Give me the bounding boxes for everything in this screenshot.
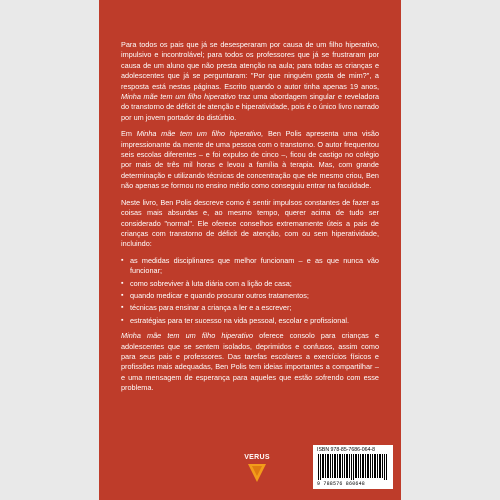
bullet-item: ▪ as medidas disciplinares que melhor funcionam – e as que nunca vão funcionar;: [121, 256, 379, 277]
p2-text-b: Ben Polis apresenta uma visão impressionante da mente de uma pessoa com o transtorno. O autor frequentou seis escolas diferentes – e foi expulso de cinco –, ficou de castigo no colégio por mais de três mil horas e levou a família à terapia. Mas, com grande determinação e utilizando técnicas de concentração que ele mesmo criou, Ben não apenas se formou no ensino médio como conseguiu entrar na faculdade.: [121, 129, 380, 191]
p2-text-a: Em: [121, 129, 132, 139]
p1-text-b: traz uma abordagem singular e reveladora do transtorno de déficit de atenção e hiperatividade, pois é o único livro narrado por um jovem portador do distúrbio.: [121, 92, 380, 122]
paragraph-1: [121, 40, 379, 123]
bullet-item: ▪ técnicas para ensinar a criança a ler e a escrever;: [121, 303, 379, 313]
paragraph-2: [121, 129, 379, 191]
book-title-italic: Minha mãe tem um filho hiperativo: [121, 331, 254, 341]
bullet-item: ▪ estratégias para ter sucesso na vida pessoal, escolar e profissional.: [121, 316, 379, 326]
publisher-logo: [242, 454, 272, 486]
book-back-cover: [99, 0, 401, 500]
publisher-name: VERUS: [244, 454, 270, 461]
p4-text-b: oferece consolo para crianças e adolescentes que se sentem isolados, deprimidos e confusos, assim como para seus pais e professores. Das tarefas escolares a exercícios físicos e profissões mais adequadas, Ben Polis tem ideias importantes a compartilhar – e uma mensagem de esperança para aqueles que estão sofrendo com esse problema.: [121, 331, 380, 393]
paragraph-4: [121, 331, 379, 393]
paragraph-3: Neste livro, Ben Polis descreve como é sentir impulsos constantes de fazer as coisas mais absurdas e, ao mesmo tempo, querer acima de tudo ser considerado "normal". Ele oferece conselhos extremamente úteis a pais de crianças com transtorno de déficit de atenção, com ou sem hiperatividade, incluindo:: [121, 197, 379, 249]
bullet-item: ▪ quando medicar e quando procurar outros tratamentos;: [121, 291, 379, 301]
barcode-box: [313, 445, 393, 489]
barcode-icon: [318, 454, 388, 480]
chevron-logo-icon: [242, 454, 272, 486]
p1-text-a: Para todos os pais que já se desesperaram por causa de um filho hiperativo, impulsivo e incontrolável; para todos os professores que já se frustraram por causa de um aluno que não presta atenção na aula; para todas as crianças e adolescentes que já se perguntaram: "Por que ninguém gosta de mim?", a resposta está nestas páginas. Escrito quando o autor tinha apenas 19 anos,: [121, 40, 379, 91]
book-title-italic: Minha mãe tem um filho hiperativo: [121, 92, 236, 102]
barcode-digits: 9 788576 860648: [317, 481, 366, 487]
bullet-list: [121, 256, 379, 326]
blurb: [121, 40, 379, 400]
bullet-item: ▪ como sobreviver à luta diária com a lição de casa;: [121, 279, 379, 289]
book-title-italic: Minha mãe tem um filho hiperativo,: [136, 129, 264, 139]
isbn-text: ISBN 978-85-7686-064-8: [317, 447, 375, 453]
